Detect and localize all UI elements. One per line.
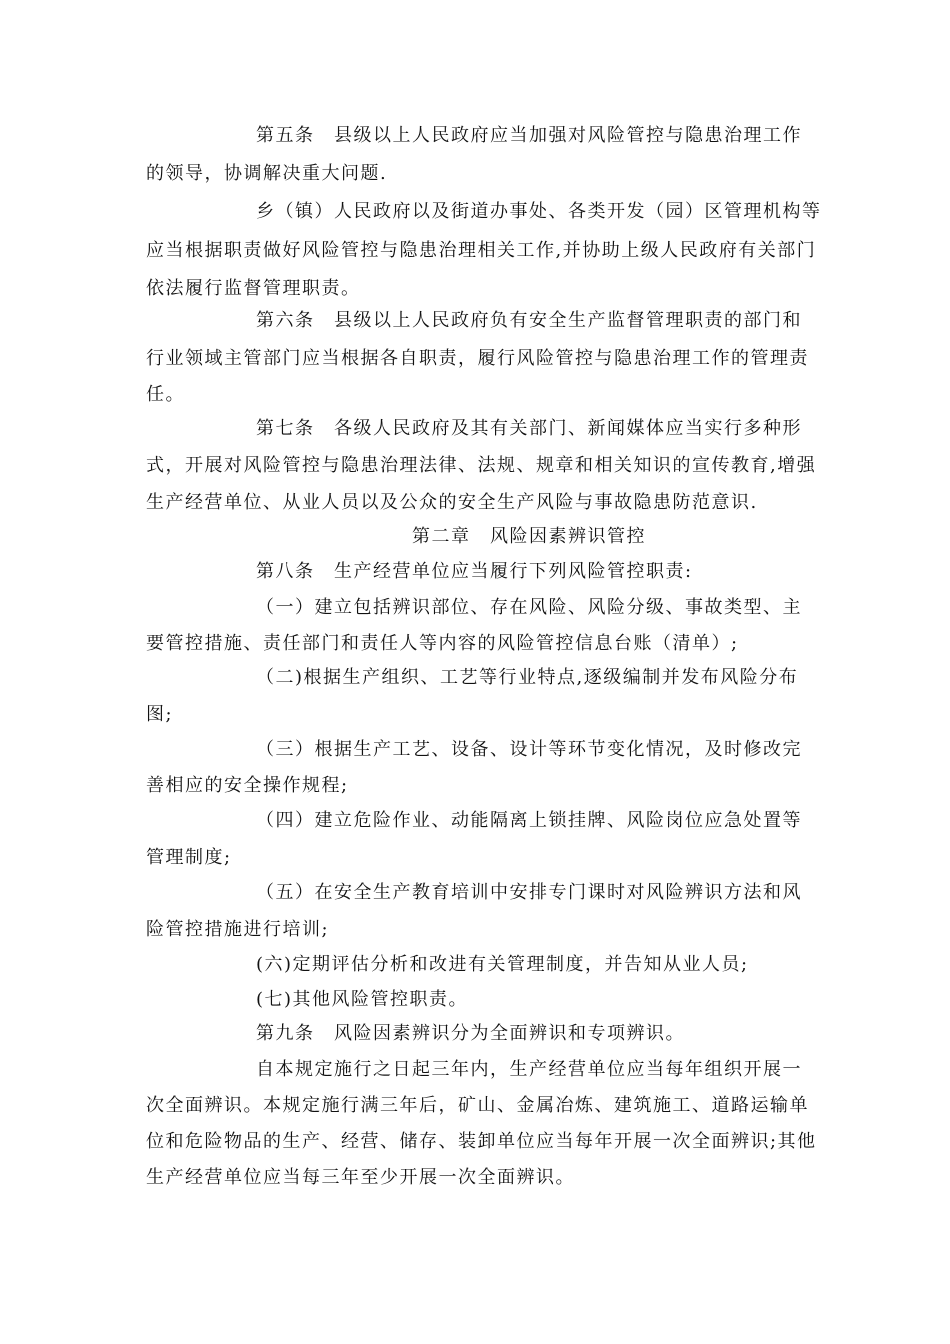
article-9-para-2-line-4: 生产经营单位应当每三年至少开展一次全面辨识。 <box>146 1167 575 1188</box>
article-8-line-1: 第八条 生产经营单位应当履行下列风险管控职责: <box>256 561 693 582</box>
article-7-line-1: 第七条 各级人民政府及其有关部门、新闻媒体应当实行多种形 <box>256 418 802 439</box>
item-6-line-1: (六)定期评估分析和改进有关管理制度，并告知从业人员; <box>256 954 749 975</box>
item-1-line-1: （一）建立包括辨识部位、存在风险、风险分级、事故类型、主 <box>256 597 802 618</box>
item-7-line-1: (七)其他风险管控职责。 <box>256 989 469 1010</box>
item-3-line-2: 善相应的安全操作规程; <box>146 775 349 796</box>
article-6-line-1: 第六条 县级以上人民政府负有安全生产监督管理职责的部门和 <box>256 310 802 331</box>
article-9-para-2-line-3: 位和危险物品的生产、经营、储存、装卸单位应当每年开展一次全面辨识;其他 <box>146 1131 817 1152</box>
item-4-line-1: （四）建立危险作业、动能隔离上锁挂牌、风险岗位应急处置等 <box>256 810 802 831</box>
item-2-line-1: （二)根据生产组织、工艺等行业特点,逐级编制并发布风险分布 <box>256 667 799 688</box>
chapter-2-heading: 第二章 风险因素辨识管控 <box>412 526 646 547</box>
item-5-line-2: 险管控措施进行培训; <box>146 919 330 940</box>
article-5-line-2: 的领导，协调解决重大问题. <box>146 163 388 184</box>
item-4-line-2: 管理制度; <box>146 847 232 868</box>
item-2-line-2: 图; <box>146 704 174 725</box>
article-7-line-2: 式，开展对风险管控与隐患治理法律、法规、规章和相关知识的宣传教育,增强 <box>146 455 817 476</box>
article-9-para-2-line-1: 自本规定施行之日起三年内，生产经营单位应当每年组织开展一 <box>256 1059 802 1080</box>
item-5-line-1: （五）在安全生产教育培训中安排专门课时对风险辨识方法和风 <box>256 882 802 903</box>
article-6-line-3: 任。 <box>146 384 185 405</box>
article-6-line-2: 行业领域主管部门应当根据各自职责，履行风险管控与隐患治理工作的管理责 <box>146 348 809 369</box>
article-5-para-2-line-3: 依法履行监督管理职责。 <box>146 278 361 299</box>
article-9-line-1: 第九条 风险因素辨识分为全面辨识和专项辨识。 <box>256 1023 685 1044</box>
article-5-para-2-line-1: 乡（镇）人民政府以及街道办事处、各类开发（园）区管理机构等 <box>256 201 822 222</box>
article-5-para-2-line-2: 应当根据职责做好风险管控与隐患治理相关工作,并协助上级人民政府有关部门 <box>146 240 817 261</box>
item-1-line-2: 要管控措施、责任部门和责任人等内容的风险管控信息台账（清单）; <box>146 633 739 654</box>
article-7-line-3: 生产经营单位、从业人员以及公众的安全生产风险与事故隐患防范意识. <box>146 492 758 513</box>
article-5-line-1: 第五条 县级以上人民政府应当加强对风险管控与隐患治理工作 <box>256 125 802 146</box>
article-9-para-2-line-2: 次全面辨识。本规定施行满三年后，矿山、金属冶炼、建筑施工、道路运输单 <box>146 1095 809 1116</box>
item-3-line-1: （三）根据生产工艺、设备、设计等环节变化情况，及时修改完 <box>256 739 802 760</box>
